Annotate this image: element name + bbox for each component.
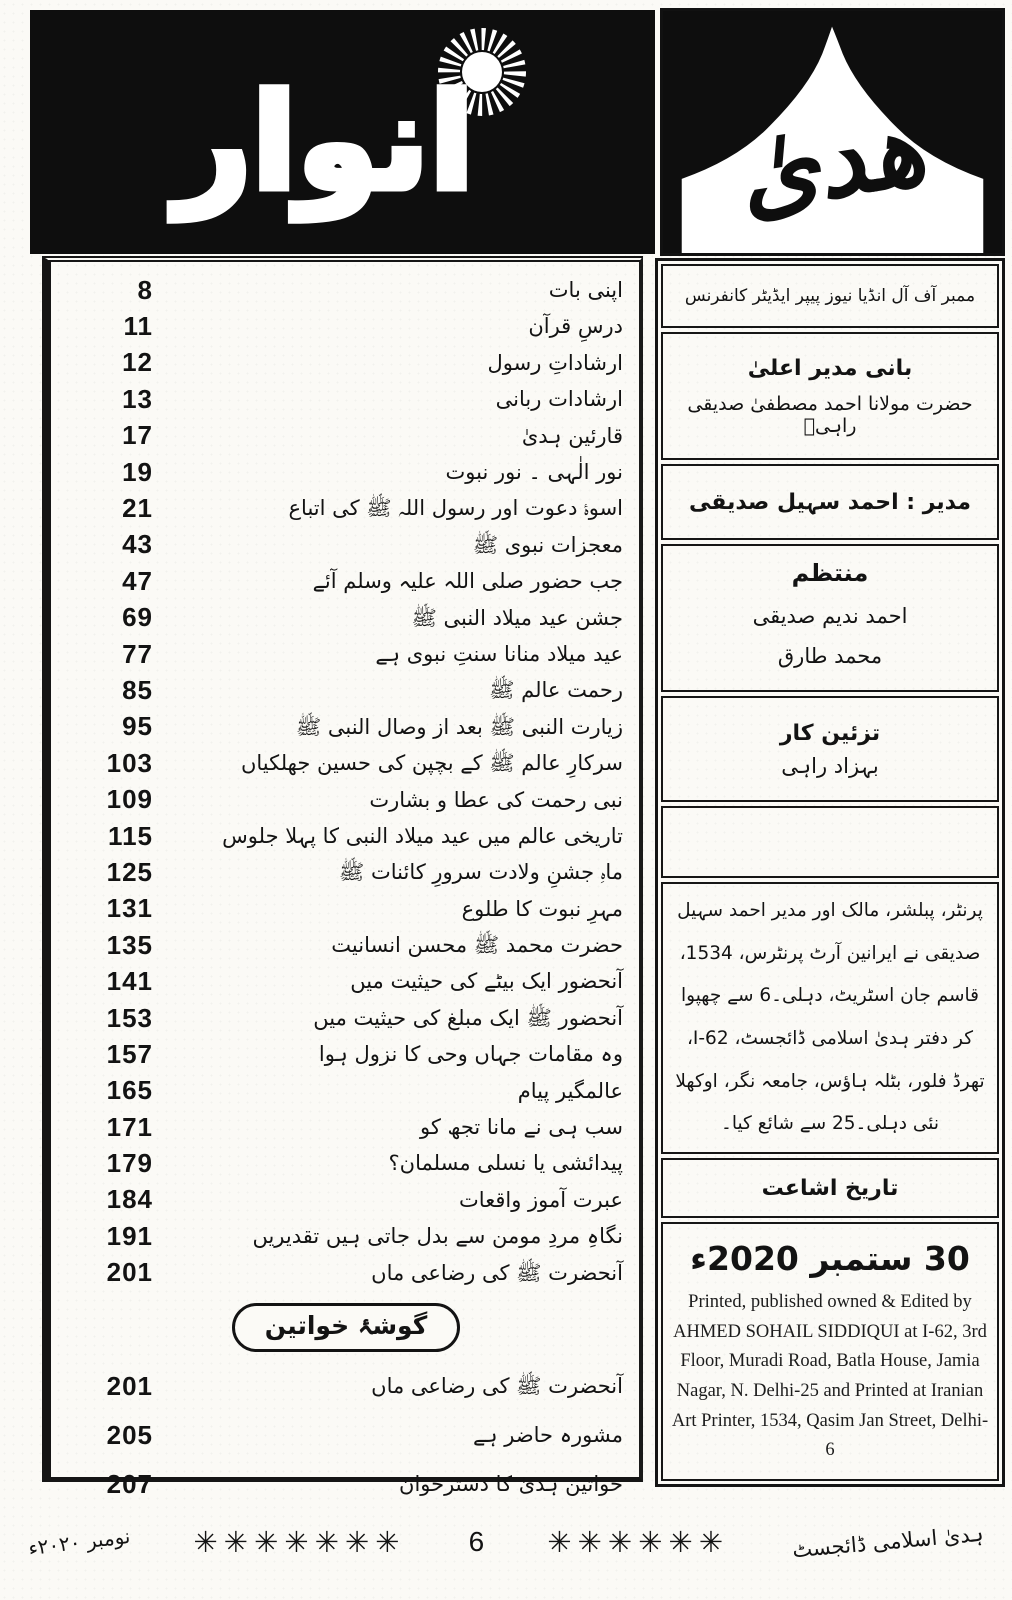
blank-box xyxy=(661,806,999,878)
toc-title: آنحضرت ﷺ کی رضاعی ماں xyxy=(371,1374,623,1399)
toc-page-number: 125 xyxy=(106,856,153,887)
toc-title: عبرت آموز واقعات xyxy=(459,1187,623,1212)
toc-page-number: 69 xyxy=(122,602,153,633)
toc-title: تاریخی عالم میں عید میلاد النبی کا پہلا جلوس xyxy=(222,823,623,848)
toc-row xyxy=(61,454,631,490)
founder-box xyxy=(661,332,999,460)
manager-heading: منتظم xyxy=(791,559,869,588)
publication-date-heading: تاریخ اشاعت xyxy=(661,1158,999,1218)
anwaar-logo-text: انوار xyxy=(175,66,475,220)
toc-page-number: 13 xyxy=(122,383,153,414)
toc-title: قارئین ہدیٰ xyxy=(521,423,623,448)
table-of-contents xyxy=(42,256,643,1499)
toc-title: نبی رحمت کی عطا و بشارت xyxy=(369,787,623,812)
toc-page-number: 115 xyxy=(108,820,153,851)
toc-title: عالمگیر پیام xyxy=(517,1078,623,1103)
toc-title: پیدائشی یا نسلی مسلمان؟ xyxy=(388,1151,623,1176)
toc-women-list xyxy=(61,1362,631,1509)
toc-page-number: 19 xyxy=(122,456,153,487)
toc-title: جشن عید میلاد النبی ﷺ xyxy=(411,605,623,630)
membership-note: ممبر آف آل انڈیا نیوز پیپر ایڈیٹر کانفرنس xyxy=(661,264,999,328)
toc-title: مشورہ حاضر ہے xyxy=(472,1423,623,1448)
toc-title: آنحضور ایک بیٹے کی حیثیت میں xyxy=(350,969,623,994)
toc-title: درسِ قرآن xyxy=(528,314,623,339)
toc-row xyxy=(61,927,631,963)
toc-page-number: 131 xyxy=(106,893,153,924)
toc-row xyxy=(61,1036,631,1072)
toc-title: سب ہی نے مانا تجھ کو xyxy=(420,1115,623,1140)
toc-row xyxy=(61,308,631,344)
toc-page-number: 153 xyxy=(106,1002,153,1033)
toc-row xyxy=(61,563,631,599)
toc-page-number: 184 xyxy=(106,1184,153,1215)
toc-row xyxy=(61,1073,631,1109)
toc-title: ارشادات ربانی xyxy=(495,387,623,412)
star-divider-left-icon: ✳✳✳✳✳✳✳ xyxy=(193,1525,406,1559)
toc-list xyxy=(61,272,631,1291)
toc-row xyxy=(61,745,631,781)
toc-title: اسوۂ دعوت اور رسول اللہ ﷺ کی اتباع xyxy=(288,496,623,521)
toc-row xyxy=(61,345,631,381)
toc-title: نور الٰہی ۔ نور نبوت xyxy=(445,460,623,485)
anwaar-masthead xyxy=(30,10,655,254)
footer-month-year: نومبر ۲۰۲۰ء xyxy=(26,1523,132,1561)
anwaar-logo-art xyxy=(30,10,655,250)
toc-row xyxy=(61,854,631,890)
manager-box xyxy=(661,544,999,692)
toc-page-number: 201 xyxy=(106,1257,153,1288)
toc-title: وہ مقامات جہاں وحی کا نزول ہوا xyxy=(318,1042,623,1067)
toc-row xyxy=(61,1000,631,1036)
toc-row xyxy=(61,1109,631,1145)
toc-row xyxy=(61,672,631,708)
founder-name: حضرت مولانا احمد مصطفیٰ صدیقی راہیؒ xyxy=(687,392,973,437)
toc-title: نگاہِ مردِ مومن سے بدل جاتی ہیں تقدیریں xyxy=(252,1224,623,1249)
toc-page-number: 8 xyxy=(137,274,153,305)
toc-page-number: 201 xyxy=(106,1370,153,1401)
toc-row xyxy=(61,1218,631,1254)
toc-row xyxy=(61,600,631,636)
toc-title: زیارت النبی ﷺ بعد از وصال النبی ﷺ xyxy=(295,714,623,739)
toc-title: خواتین ہدیٰ کا دسترخوان xyxy=(399,1472,623,1497)
huda-dome-icon xyxy=(663,11,1002,253)
page-footer xyxy=(28,1500,984,1584)
info-panel xyxy=(655,258,1005,1487)
huda-masthead xyxy=(660,8,1005,256)
toc-row xyxy=(61,709,631,745)
toc-page-number: 171 xyxy=(106,1111,153,1142)
toc-title: معجزات نبوی ﷺ xyxy=(472,532,623,557)
toc-title: رحمت عالم ﷺ xyxy=(489,678,623,703)
footer-magazine-name: ہدیٰ اسلامی ڈائجسٹ xyxy=(791,1521,985,1563)
toc-title: ارشاداتِ رسول xyxy=(487,350,623,375)
toc-title: جب حضور صلی اللہ علیہ وسلم آئے xyxy=(312,569,623,594)
toc-row xyxy=(61,636,631,672)
urdu-imprint: پرنٹر، پبلشر، مالک اور مدیر احمد سہیل صدیقی نے ایرانین آرٹ پرنٹرس، 1534، قاسم جان اسٹریٹ، دہلی۔6 سے چھپوا کر دفتر ہدیٰ اسلامی ڈائجسٹ، I-62، تھرڈ فلور، بٹلہ ہاؤس، جامعہ نگر، اوکھلا نئی دہلی۔25 سے شائع کیا۔ xyxy=(661,882,999,1154)
toc-page-number: 47 xyxy=(122,565,153,596)
toc-title: آنحضور ﷺ ایک مبلغ کی حیثیت میں xyxy=(313,1005,623,1030)
toc-page-number: 141 xyxy=(106,966,153,997)
manager-name-1: احمد ندیم صدیقی xyxy=(752,604,908,629)
decorator-box xyxy=(661,696,999,802)
toc-title: حضرت محمد ﷺ محسن انسانیت xyxy=(331,933,623,958)
toc-title: آنحضرت ﷺ کی رضاعی ماں xyxy=(371,1260,623,1285)
toc-page-number: 165 xyxy=(106,1075,153,1106)
toc-page-number: 11 xyxy=(123,311,153,342)
toc-title: سرکارِ عالم ﷺ کے بچپن کی حسین جھلکیاں xyxy=(240,751,623,776)
toc-row xyxy=(61,1255,631,1291)
toc-row xyxy=(61,418,631,454)
editor-box: مدیر : احمد سہیل صدیقی xyxy=(661,464,999,540)
toc-title: عید میلاد منانا سنتِ نبوی ہے xyxy=(375,641,623,666)
decorator-name: بہزاد راہی xyxy=(781,753,879,778)
toc-row xyxy=(61,381,631,417)
toc-page-number: 135 xyxy=(106,929,153,960)
toc-row xyxy=(61,272,631,308)
toc-page-number: 179 xyxy=(106,1148,153,1179)
publication-box xyxy=(661,1222,999,1481)
toc-page-number: 207 xyxy=(106,1468,153,1499)
huda-logo-text: ھدیٰ xyxy=(729,87,933,235)
toc-page-number: 103 xyxy=(106,747,153,778)
toc-row xyxy=(61,963,631,999)
toc-title: اپنی بات xyxy=(548,278,623,303)
toc-row xyxy=(61,490,631,526)
toc-page-number: 157 xyxy=(106,1038,153,1069)
toc-page-number: 109 xyxy=(106,784,153,815)
toc-page-number: 12 xyxy=(122,347,153,378)
english-imprint: Printed, published owned & Edited by AHMED SOHAIL SIDDIQUI at I-62, 3rd Floor, Muradi Road, Batla House, Jamia Nagar, N. Delhi-25 and Printed at Iranian Art Printer, 1534, Qasim Jan Street, Delhi-6 xyxy=(671,1292,989,1461)
toc-title: ماہِ جشنِ ولادت سرورِ کائنات ﷺ xyxy=(338,860,623,885)
footer-page-number: 6 xyxy=(468,1526,485,1557)
toc-page-number: 205 xyxy=(106,1419,153,1450)
women-section-badge: گوشۂ خواتین xyxy=(232,1303,461,1352)
toc-row xyxy=(61,1145,631,1181)
toc-title: مہرِ نبوت کا طلوع xyxy=(461,896,623,921)
manager-name-2: محمد طارق xyxy=(777,644,883,668)
toc-row xyxy=(61,781,631,817)
founder-heading: بانی مدیر اعلیٰ xyxy=(747,355,913,381)
toc-page-number: 85 xyxy=(122,674,153,705)
toc-page-number: 17 xyxy=(122,420,153,451)
toc-page-number: 191 xyxy=(106,1220,153,1251)
toc-page-number: 43 xyxy=(122,529,153,560)
toc-row xyxy=(61,1362,631,1411)
toc-page-number: 77 xyxy=(122,638,153,669)
toc-row xyxy=(61,818,631,854)
toc-page-number: 95 xyxy=(122,711,153,742)
star-divider-right-icon: ✳✳✳✳✳✳ xyxy=(547,1525,730,1559)
toc-row xyxy=(61,1411,631,1460)
publication-date: 30 ستمبر 2020ء xyxy=(690,1239,970,1279)
toc-row xyxy=(61,891,631,927)
toc-row xyxy=(61,1182,631,1218)
toc-row xyxy=(61,527,631,563)
toc-page-number: 21 xyxy=(122,493,153,524)
decorator-heading: تزئین کار xyxy=(779,720,881,746)
